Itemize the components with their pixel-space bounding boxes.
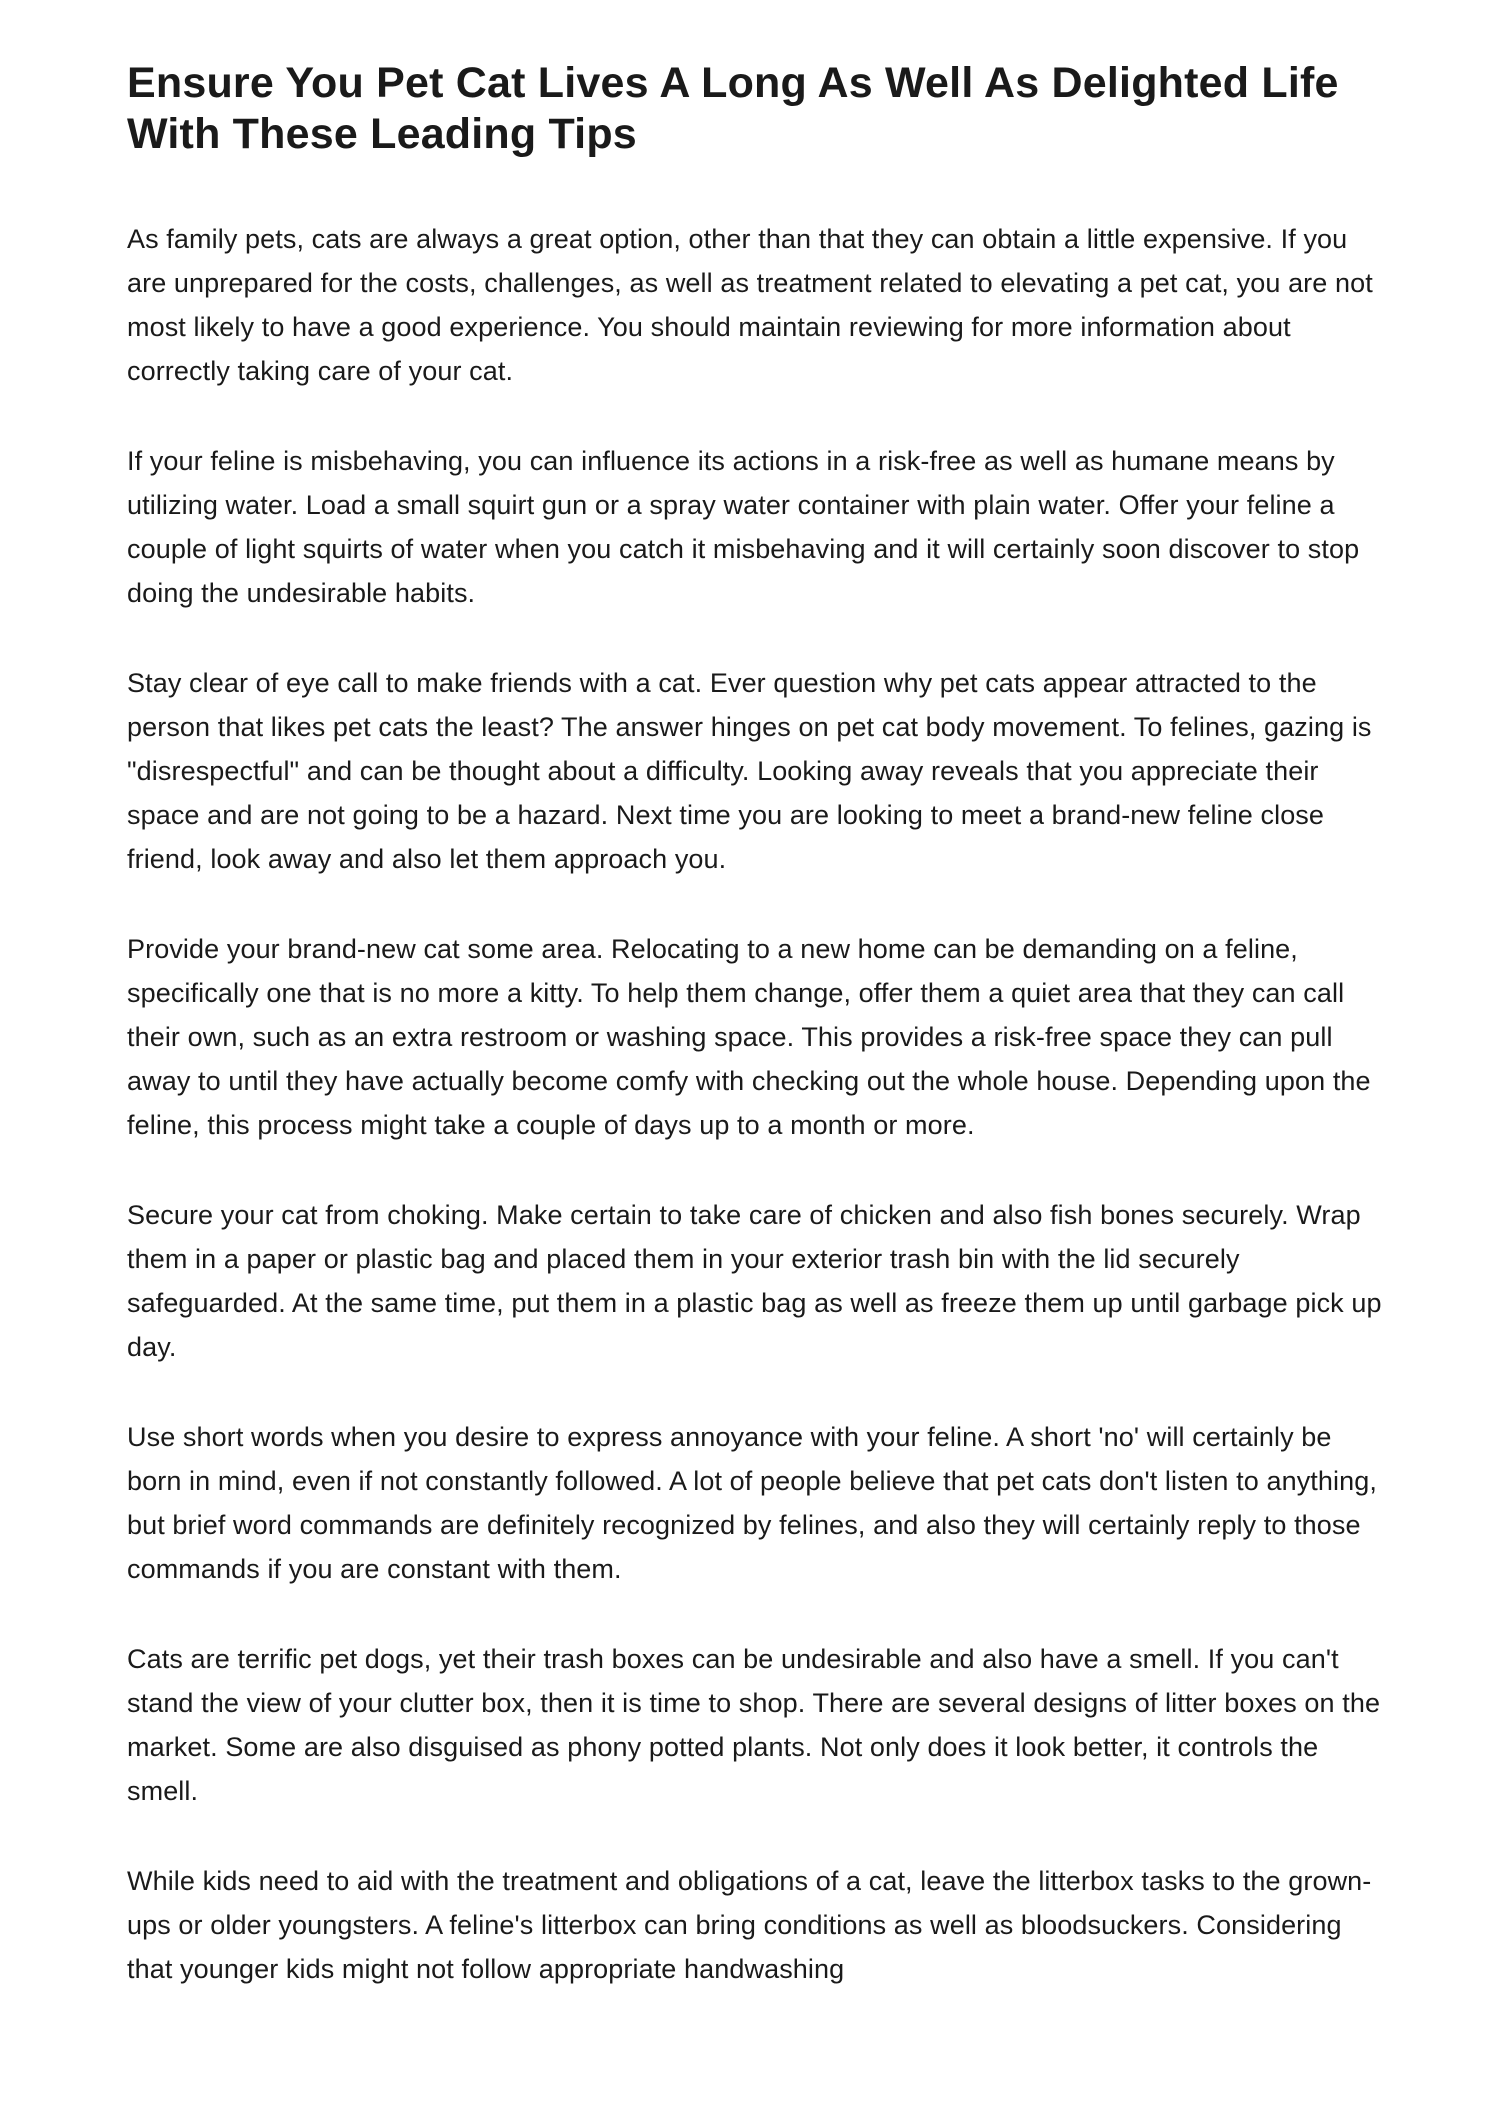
article-paragraph: Use short words when you desire to express annoyance with your feline. A short 'no' will certainly be born in mind, even if not constantly followed. A lot of people believe that pet cats don't listen to anything, but brief word commands are definitely recognized by felines, and also they will certainly reply to those commands if you are constant with them. [127, 1422, 1377, 1585]
article-paragraph: If your feline is misbehaving, you can influence its actions in a risk-free as well as humane means by utilizing water. Load a small squirt gun or a spray water container with plain water. Offer your feline a couple of light squirts of water when you catch it misbehaving and it will certainly soon discover to stop doing the undesirable habits. [127, 446, 1360, 609]
article-paragraph: While kids need to aid with the treatment and obligations of a cat, leave the litterbox tasks to the grown-ups or older youngsters. A feline's litterbox can bring conditions as well as bloodsuckers. Considering that younger kids might not follow appropriate handwashing [127, 1866, 1372, 1985]
article-paragraph: Provide your brand-new cat some area. Relocating to a new home can be demanding on a feline, specifically one that is no more a kitty. To help them change, offer them a quiet area that they can call their own, such as an extra restroom or washing space. This provides a risk-free space they can pull away to until they have actually become comfy with checking out the whole house. Depending upon the feline, this process might take a couple of days up to a month or more. [127, 934, 1371, 1141]
article-paragraph: Secure your cat from choking. Make certain to take care of chicken and also fish bones securely. Wrap them in a paper or plastic bag and placed them in your exterior trash bin with the lid securely safeguarded. At the same time, put them in a plastic bag as well as freeze them up until garbage pick up day. [127, 1200, 1382, 1363]
article-body [127, 217, 1389, 1991]
article-title: Ensure You Pet Cat Lives A Long As Well As Delighted Life With These Leading Tips [127, 59, 1339, 158]
article-paragraph: Stay clear of eye call to make friends with a cat. Ever question why pet cats appear attracted to the person that likes pet cats the least? The answer hinges on pet cat body movement. To felines, gazing is "disrespectful" and can be thought about a difficulty. Looking away reveals that you appreciate their space and are not going to be a hazard. Next time you are looking to meet a brand-new feline close friend, look away and also let them approach you. [127, 668, 1372, 875]
article-paragraph: Cats are terrific pet dogs, yet their trash boxes can be undesirable and also have a smell. If you can't stand the view of your clutter box, then it is time to shop. There are several designs of litter boxes on the market. Some are also disguised as phony potted plants. Not only does it look better, it controls the smell. [127, 1644, 1381, 1807]
article-paragraph: As family pets, cats are always a great option, other than that they can obtain a little expensive. If you are unprepared for the costs, challenges, as well as treatment related to elevating a pet cat, you are not most likely to have a good experience. You should maintain reviewing for more information about correctly taking care of your cat. [127, 224, 1373, 387]
